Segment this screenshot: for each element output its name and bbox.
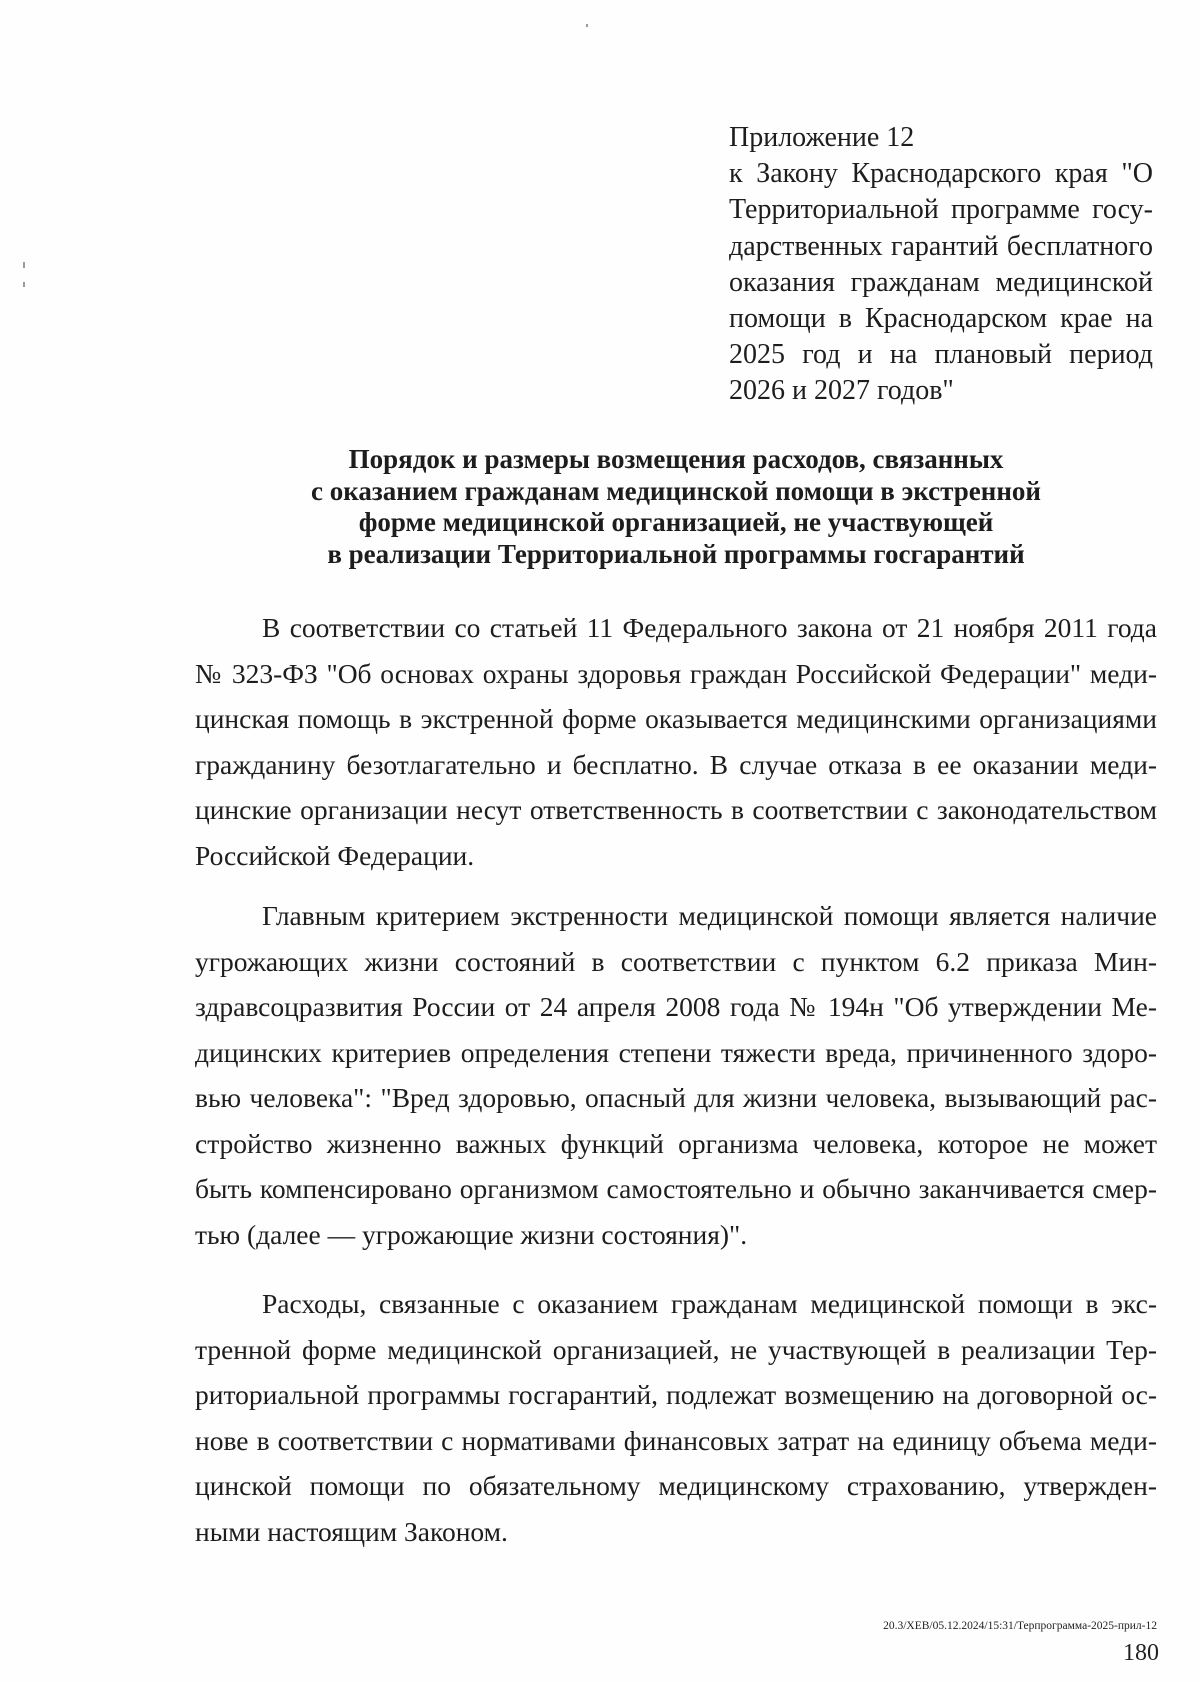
paragraph-line: № 323-ФЗ "Об основах охраны здоровья граждан Российской Федерации" меди-: [195, 657, 1157, 689]
paragraph-line: здравсоцразвития России от 24 апреля 2008 года № 194н "Об утверждении Ме-: [195, 991, 1157, 1022]
appendix-line: оказания гражданам медицинской: [729, 266, 1153, 298]
paragraph-emergency-care-law: [195, 605, 1157, 878]
document-code: 20.3/ХЕВ/05.12.2024/15:31/Терпрограмма-2025-прил-12: [883, 1620, 1157, 1632]
appendix-line: 2026 и 2027 годов": [729, 375, 954, 407]
paragraph-reimbursement: [195, 1281, 1157, 1554]
paragraph-line: стройство жизненно важных функций организма человека, которое не может: [195, 1127, 1157, 1159]
paragraph-line: Главным критерием экстренности медицинской помощи является наличие: [262, 900, 1157, 931]
paragraph-line: угрожающих жизни состояний в соответствии с пунктом 6.2 приказа Мин-: [195, 945, 1157, 977]
paragraph-line: Российской Федерации.: [195, 839, 475, 871]
paragraph-line: вью человека": "Вред здоровью, опасный для жизни человека, вызывающий рас-: [195, 1082, 1157, 1113]
appendix-line: к Закону Краснодарского края "О: [729, 158, 1153, 190]
title-line: Порядок и размеры возмещения расходов, связанных: [348, 444, 1004, 474]
paragraph-line: цинская помощь в экстренной форме оказывается медицинскими организациями: [195, 703, 1157, 734]
paragraph-line: тренной форме медицинской организацией, не участвующей в реализации Тер-: [195, 1333, 1157, 1365]
paragraph-line: быть компенсировано организмом самостоятельно и обычно заканчивается смер-: [195, 1173, 1157, 1204]
paragraph-line: ными настоящим Законом.: [195, 1515, 508, 1547]
paragraph-line: В соответствии со статьей 11 Федерального закона от 21 ноября 2011 года: [262, 612, 1157, 643]
appendix-line: Приложение 12: [729, 122, 915, 153]
paragraph-line: цинской помощи по обязательному медицинскому страхованию, утвержден-: [195, 1470, 1157, 1501]
title-line: с оказанием гражданам медицинской помощи в экстренной: [311, 475, 1041, 506]
scan-dot: [586, 24, 588, 27]
paragraph-line: цинские организации несут ответственность в соответствии с законодательством: [195, 794, 1157, 825]
appendix-line: дарственных гарантий бесплатного: [729, 230, 1153, 262]
page-number: 180: [1123, 1640, 1159, 1666]
paragraph-line: гражданину безотлагательно и бесплатно. В случае отказа в ее оказании меди-: [195, 748, 1157, 780]
appendix-line: помощи в Краснодарском крае на: [729, 303, 1153, 335]
paragraph-line: риториальной программы госгарантий, подлежат возмещению на договорной ос-: [195, 1379, 1157, 1410]
paragraph-line: нове в соответствии с нормативами финансовых затрат на единицу объема меди-: [195, 1424, 1157, 1456]
paragraph-line: дицинских критериев определения степени тяжести вреда, причиненного здоро-: [195, 1036, 1157, 1068]
document-title: [190, 444, 1162, 570]
title-line: в реализации Территориальной программы госгарантий: [327, 538, 1025, 569]
scan-dot: [23, 282, 25, 287]
scan-dot: [23, 262, 25, 268]
title-line: форме медицинской организацией, не участвующей: [358, 507, 994, 537]
paragraph-emergency-criteria: [195, 893, 1157, 1257]
appendix-header: [729, 120, 1153, 410]
paragraph-line: Расходы, связанные с оказанием гражданам медицинской помощи в экс-: [262, 1288, 1157, 1319]
appendix-line: Территориальной программе госу-: [729, 194, 1153, 226]
paragraph-line: тью (далее — угрожающие жизни состояния)".: [195, 1218, 748, 1250]
appendix-line: 2025 год и на плановый период: [729, 339, 1153, 371]
